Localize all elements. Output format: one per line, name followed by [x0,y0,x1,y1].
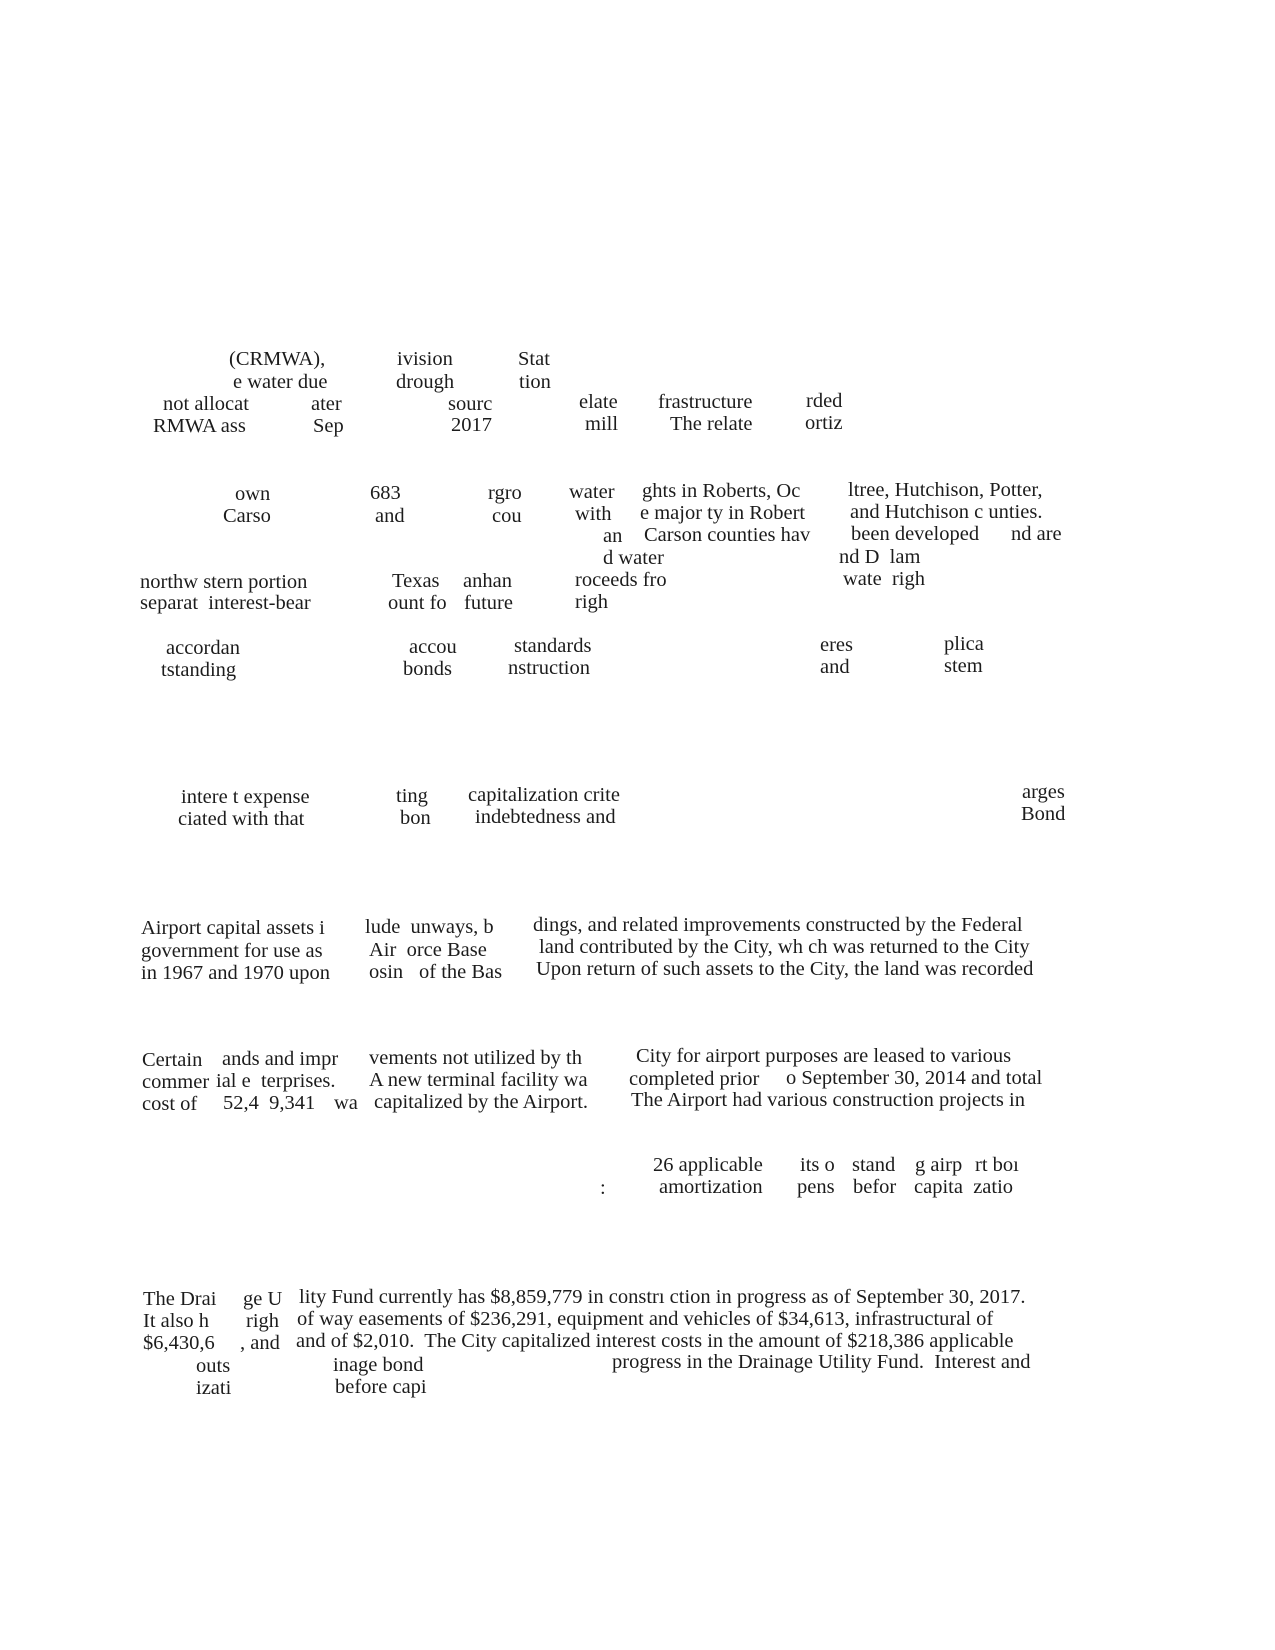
text-fragment: Carso [223,505,271,527]
text-fragment: izati [196,1377,232,1399]
text-fragment: ge U [243,1288,283,1310]
text-fragment: : [600,1177,606,1199]
text-fragment: 2017 [451,414,492,436]
text-fragment: outs [196,1355,231,1377]
text-fragment: pens [797,1176,835,1198]
text-fragment: future [464,592,513,614]
text-fragment: nstruction [508,657,590,679]
text-fragment: separat interest-bear [140,592,311,614]
text-fragment: ghts in Roberts, Oc [642,480,801,502]
text-fragment: tstanding [161,659,237,681]
text-fragment: A new terminal facility wa [369,1069,588,1091]
text-fragment: ciated with that [178,808,305,830]
text-fragment: of way easements of $236,291, equipment and vehicles of $34,613, infrastructural of [297,1308,994,1330]
text-fragment: drough [396,371,455,393]
text-fragment: water [569,481,615,503]
text-fragment: amortization [659,1176,763,1198]
text-fragment: ial e terprises. [216,1070,336,1092]
text-fragment: before capi [335,1376,427,1398]
text-fragment: inage bond [333,1354,424,1376]
text-fragment: standards [514,635,592,657]
text-fragment: wate righ [843,568,925,590]
text-fragment: with [575,503,612,525]
text-fragment: Carson counties hav [644,524,811,546]
text-fragment: not allocat [163,393,249,415]
text-fragment: wa [334,1092,358,1114]
text-fragment: Stat [518,348,550,370]
text-fragment: stem [944,655,983,677]
text-fragment: frastructure [658,391,753,413]
text-fragment: rded [806,390,843,412]
text-fragment: cost of [142,1093,198,1115]
text-fragment: stand [852,1154,896,1176]
text-fragment: g airp [915,1154,963,1176]
text-fragment: lude unways, b [365,916,494,938]
text-fragment: its o [800,1154,835,1176]
text-fragment: elate [579,391,618,413]
text-fragment: in 1967 and 1970 upon [141,962,331,984]
text-fragment: Air orce Base [369,939,487,961]
text-fragment: capita zatio [914,1176,1014,1198]
text-fragment: e water due [233,371,328,393]
text-fragment: own [235,483,271,505]
text-fragment: bonds [403,658,452,680]
text-fragment: and Hutchison c unties. [850,501,1043,523]
text-fragment: bon [400,807,431,829]
text-fragment: d water [603,547,664,569]
text-fragment: 683 [370,482,401,504]
text-fragment: northw stern portion [140,571,308,593]
text-fragment: indebtedness and [475,806,616,828]
text-fragment: mill [585,413,619,435]
text-fragment: sourc [448,393,493,415]
text-fragment: plica [944,633,984,655]
text-fragment: accou [409,636,457,658]
text-fragment: ltree, Hutchison, Potter, [848,479,1043,501]
text-fragment: rt boı [975,1154,1019,1176]
text-fragment: nd are [1011,523,1062,545]
text-fragment: nd D lam [839,546,921,568]
text-fragment: rgro [488,482,522,504]
text-fragment: Bond [1021,803,1066,825]
text-fragment: The relate [670,413,753,435]
text-fragment: RMWA ass [153,415,246,437]
text-fragment: dings, and related improvements constructed by the Federal [533,914,1023,936]
text-fragment: The Drai [143,1288,217,1310]
text-fragment: tion [519,371,551,393]
text-fragment: and [375,505,405,527]
text-fragment: Upon return of such assets to the City, the land was recorded [536,958,1034,980]
text-fragment: eres [820,634,854,656]
text-fragment: (CRMWA), [229,348,326,370]
text-fragment: ands and impr [222,1048,339,1070]
text-fragment: and [820,656,850,678]
text-fragment: ater [311,393,342,415]
text-fragment: osin [369,961,404,983]
text-fragment: anhan [463,570,512,592]
text-fragment: cou [492,505,522,527]
text-fragment: Airport capital assets i [141,917,325,939]
text-fragment: befor [853,1176,897,1198]
text-fragment: righ [246,1310,280,1332]
text-fragment: roceeds fro [575,569,667,591]
text-fragment: government for use as [141,940,323,962]
text-fragment: ting [396,785,428,807]
text-fragment: lity Fund currently has $8,859,779 in constrı ction in progress as of September 30, 2017. [299,1286,1026,1308]
text-fragment: accordan [166,637,240,659]
text-fragment: an [603,525,623,547]
text-fragment: righ [575,591,609,613]
text-fragment: commer [142,1071,210,1093]
text-fragment: Certain [142,1049,203,1071]
text-fragment: e major ty in Robert [640,502,806,524]
text-fragment: 26 applicable [653,1154,763,1176]
text-fragment: The Airport had various construction projects in [631,1089,1025,1111]
text-fragment: ount fo [388,592,447,614]
text-fragment: Texas [392,570,440,592]
text-fragment: o September 30, 2014 and total [786,1067,1043,1089]
text-fragment: City for airport purposes are leased to various [636,1045,1012,1067]
text-fragment: arges [1022,781,1065,803]
text-fragment: intere t expense [181,786,310,808]
text-fragment: It also h [143,1310,210,1332]
text-fragment: $6,430,6 [143,1332,215,1354]
text-fragment: ortiz [805,412,843,434]
text-fragment: vements not utilized by th [369,1047,582,1069]
text-fragment: land contributed by the City, wh ch was returned to the City [539,936,1030,958]
text-fragment: progress in the Drainage Utility Fund. Interest and [612,1351,1031,1373]
text-fragment: Sep [313,415,344,437]
text-fragment: , and [240,1332,280,1354]
text-fragment: capitalized by the Airport. [374,1091,589,1113]
text-fragment: been developed [851,523,980,545]
text-fragment: of the Bas [419,961,503,983]
text-fragment: capitalization crite [468,784,620,806]
text-fragment: 52,4 9,341 [223,1092,316,1114]
text-fragment: and of $2,010. The City capitalized interest costs in the amount of $218,386 applicable [296,1330,1014,1352]
text-fragment: ivision [397,348,453,370]
text-fragment: completed prior [629,1068,760,1090]
